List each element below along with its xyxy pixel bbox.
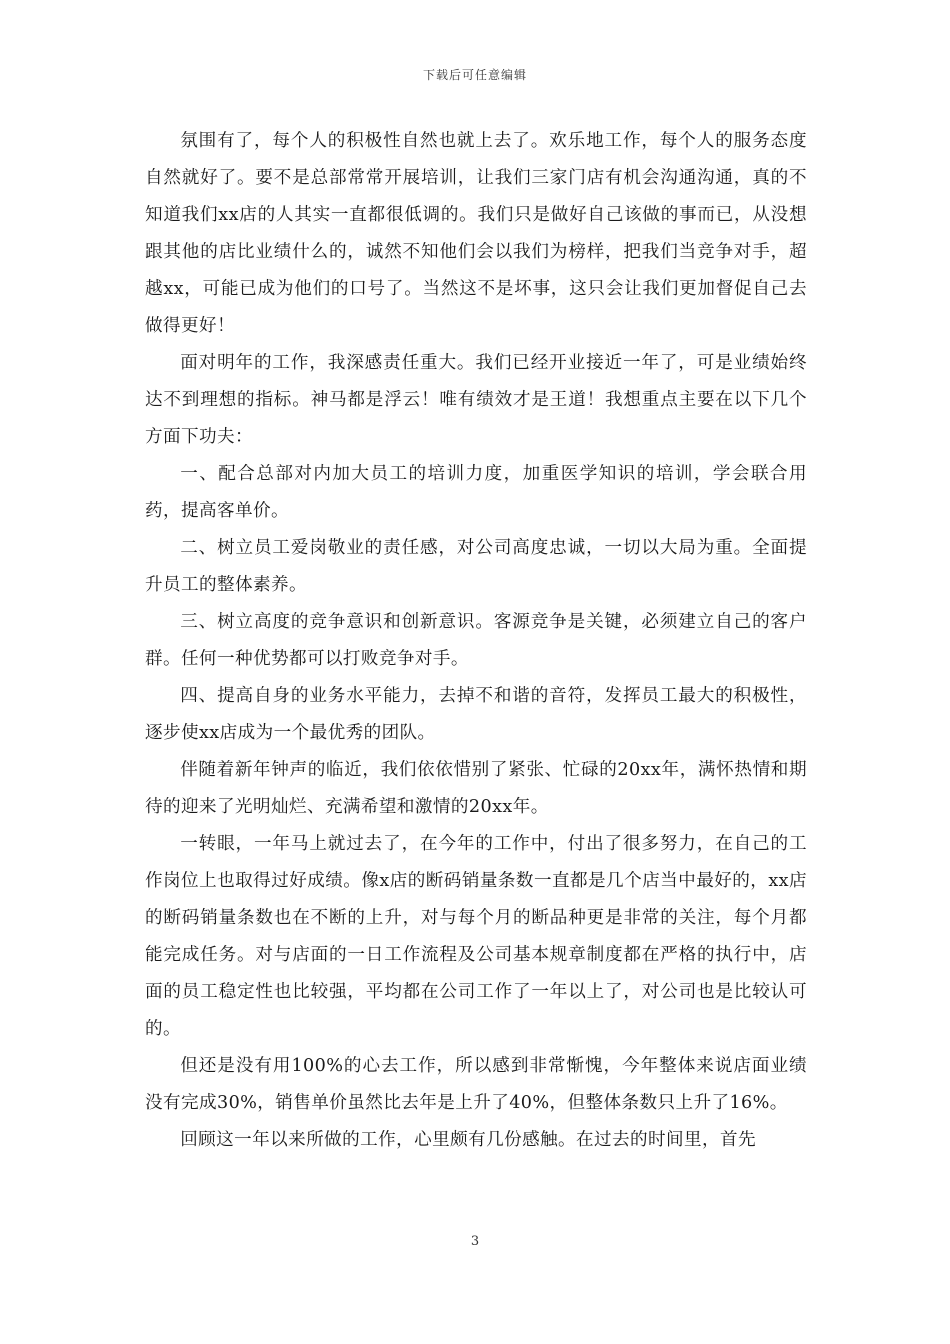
paragraph: 但还是没有用100%的心去工作，所以感到非常惭愧，今年整体来说店面业绩没有完成30%，销售单价虽然比去年是上升了40%，但整体条数只上升了16%。 (145, 1056, 807, 1113)
paragraph: 氛围有了，每个人的积极性自然也就上去了。欢乐地工作，每个人的服务态度自然就好了。要不是总部常常开展培训，让我们三家门店有机会沟通沟通，真的不知道我们xx店的人其实一直都很低调的。我们只是做好自己该做的事而已，从没想跟其他的店比业绩什么的，诚然不知他们会以我们为榜样，把我们当竞争对手，超越xx，可能已成为他们的口号了。当然这不是坏事，这只会让我们更加督促自己去做得更好！ (145, 131, 807, 336)
paragraph: 一转眼，一年马上就过去了，在今年的工作中，付出了很多努力，在自己的工作岗位上也取得过好成绩。像x店的断码销量条数一直都是几个店当中最好的，xx店的断码销量条数也在不断的上升，对与每个月的断品种更是非常的关注，每个月都能完成任务。对与店面的一日工作流程及公司基本规章制度都在严格的执行中，店面的员工稳定性也比较强，平均都在公司工作了一年以上了，对公司也是比较认可的。 (145, 834, 807, 1039)
paragraph: 一、配合总部对内加大员工的培训力度，加重医学知识的培训，学会联合用药，提高客单价。 (145, 464, 807, 521)
paragraph: 面对明年的工作，我深感责任重大。我们已经开业接近一年了，可是业绩始终达不到理想的指标。神马都是浮云！唯有绩效才是王道！我想重点主要在以下几个方面下功夫： (145, 353, 807, 447)
paragraph: 伴随着新年钟声的临近，我们依依惜别了紧张、忙碌的20xx年，满怀热情和期待的迎来了光明灿烂、充满希望和激情的20xx年。 (145, 760, 807, 817)
paragraph: 二、树立员工爱岗敬业的责任感，对公司高度忠诚，一切以大局为重。全面提升员工的整体素养。 (145, 538, 807, 595)
page-number: 3 (470, 1234, 480, 1249)
document-body (145, 123, 807, 1159)
paragraph: 三、树立高度的竞争意识和创新意识。客源竞争是关键，必须建立自己的客户群。任何一种优势都可以打败竞争对手。 (145, 612, 807, 669)
page-header: 下载后可任意编辑 (422, 68, 527, 82)
paragraph: 四、提高自身的业务水平能力，去掉不和谐的音符，发挥员工最大的积极性，逐步使xx店成为一个最优秀的团队。 (145, 686, 807, 743)
paragraph: 回顾这一年以来所做的工作，心里颇有几份感触。在过去的时间里，首先 (180, 1130, 756, 1150)
